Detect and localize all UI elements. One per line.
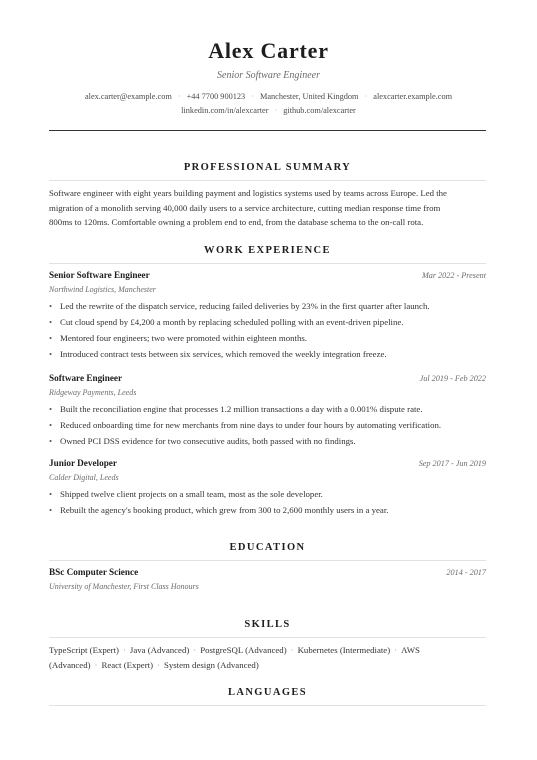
bullet-text: Shipped twelve client projects on a small team, most as the sole developer. bbox=[60, 489, 323, 499]
job-title: Junior Developer bbox=[49, 458, 117, 468]
skill-separator: · bbox=[122, 645, 126, 655]
contact-linkedin[interactable]: linkedin.com/in/alexcarter bbox=[181, 106, 269, 115]
degree-title: BSc Computer Science bbox=[49, 567, 139, 577]
contact-separator: · bbox=[177, 92, 181, 101]
bullet-text: Built the reconciliation engine that processes 1.2 million transactions a day with a 0.001% dispute rate. bbox=[60, 404, 423, 414]
job-title: Software Engineer bbox=[49, 373, 123, 383]
skill-separator: · bbox=[157, 659, 160, 670]
bullet-icon: • bbox=[49, 404, 53, 414]
skill-separator: · bbox=[193, 645, 197, 655]
bullet-icon: • bbox=[49, 349, 53, 359]
bullet-text: Rebuilt the agency's booking product, which grew from 300 to 2,600 monthly users in a year. bbox=[60, 505, 389, 515]
bullet-icon: • bbox=[49, 333, 53, 343]
job-bullet bbox=[49, 436, 489, 446]
contact-github[interactable]: github.com/alexcarter bbox=[283, 106, 356, 115]
bullet-text: Cut cloud spend by £4,200 a month by replacing scheduled polling with an event-driven pipeline. bbox=[60, 317, 404, 327]
bullet-text: Led the rewrite of the dispatch service, reducing failed deliveries by 23% in the first quarter after launch. bbox=[60, 301, 430, 311]
contact-line-2 bbox=[0, 106, 537, 115]
skill-item: Java (Advanced) bbox=[129, 645, 190, 655]
contact-separator: · bbox=[364, 92, 368, 101]
bullet-text: Reduced onboarding time for new merchants from nine days to under four hours by automating verification. bbox=[60, 420, 442, 430]
bullet-text: Introduced contract tests between six services, which removed the weekly integration freeze. bbox=[60, 349, 387, 359]
contact-location: Manchester, United Kingdom bbox=[259, 92, 359, 101]
job-organization: Ridgeway Payments, Leeds bbox=[49, 388, 137, 397]
job-bullet bbox=[49, 301, 489, 311]
job-bullet bbox=[49, 489, 489, 499]
skills-list bbox=[49, 643, 469, 672]
job-organization: Calder Digital, Leeds bbox=[49, 473, 119, 482]
contact-email[interactable]: alex.carter@example.com bbox=[84, 92, 172, 101]
skill-separator: · bbox=[290, 645, 294, 655]
job-title: Senior Software Engineer bbox=[49, 270, 150, 280]
job-bullet bbox=[49, 349, 489, 359]
bullet-icon: • bbox=[49, 420, 53, 430]
skill-separator: · bbox=[94, 659, 98, 670]
header-divider bbox=[49, 130, 486, 131]
bullet-icon: • bbox=[49, 317, 53, 327]
bullet-icon: • bbox=[49, 301, 53, 311]
section-divider bbox=[49, 637, 486, 638]
section-divider bbox=[49, 560, 486, 561]
section-divider bbox=[49, 705, 486, 706]
job-dates: Sep 2017 - Jun 2019 bbox=[418, 459, 486, 468]
skill-item: PostgreSQL (Advanced) bbox=[200, 645, 287, 655]
skill-separator: · bbox=[394, 645, 398, 655]
section-title-languages: LANGUAGES bbox=[227, 687, 308, 698]
skill-item: React (Expert) bbox=[101, 659, 154, 670]
education-dates: 2014 - 2017 bbox=[446, 568, 486, 577]
job-bullet bbox=[49, 404, 489, 414]
bullet-icon: • bbox=[49, 489, 53, 499]
section-title-summary: PROFESSIONAL SUMMARY bbox=[183, 162, 352, 173]
bullet-text: Mentored four engineers; two were promoted within eighteen months. bbox=[60, 333, 307, 343]
section-divider bbox=[49, 180, 486, 181]
contact-line-1 bbox=[0, 92, 537, 101]
skill-item: System design (Advanced) bbox=[163, 659, 259, 670]
bullet-text: Owned PCI DSS evidence for two consecutive audits, both passed with no findings. bbox=[60, 436, 356, 446]
job-bullet bbox=[49, 505, 489, 515]
job-dates: Jul 2019 - Feb 2022 bbox=[419, 374, 486, 383]
summary-paragraph bbox=[49, 186, 489, 230]
skill-item: Kubernetes (Intermediate) bbox=[297, 645, 391, 655]
section-title-education: EDUCATION bbox=[229, 542, 306, 553]
skill-item: AWS (Advanced) bbox=[49, 645, 420, 670]
job-dates: Mar 2022 - Present bbox=[421, 271, 486, 280]
skill-item: TypeScript (Expert) bbox=[49, 645, 119, 655]
education-school: University of Manchester, First Class Honours bbox=[49, 582, 199, 591]
bullet-icon: • bbox=[49, 436, 53, 446]
summary-line: 800ms to 120ms. Comfortable owning a problem end to end, from the database schema to the on-call rota. bbox=[49, 217, 424, 227]
contact-separator: · bbox=[274, 106, 278, 115]
contact-phone[interactable]: +44 7700 900123 bbox=[186, 92, 246, 101]
section-title-skills: SKILLS bbox=[244, 619, 291, 630]
summary-line: migration of a monolith serving 40,000 daily users to a service architecture, cutting median response time from bbox=[49, 202, 441, 213]
job-bullet bbox=[49, 420, 489, 430]
section-divider bbox=[49, 263, 486, 264]
job-bullet bbox=[49, 317, 489, 327]
job-bullet bbox=[49, 333, 489, 343]
contact-separator: · bbox=[251, 92, 254, 101]
section-title-experience: WORK EXPERIENCE bbox=[204, 245, 331, 256]
candidate-name: Alex Carter bbox=[208, 38, 329, 63]
summary-line: Software engineer with eight years building payment and logistics systems used by teams across Europe. Led the bbox=[49, 188, 447, 198]
bullet-icon: • bbox=[49, 505, 53, 515]
job-organization: Northwind Logistics, Manchester bbox=[49, 285, 156, 294]
contact-website[interactable]: alexcarter.example.com bbox=[373, 92, 453, 101]
candidate-headline: Senior Software Engineer bbox=[217, 70, 320, 81]
